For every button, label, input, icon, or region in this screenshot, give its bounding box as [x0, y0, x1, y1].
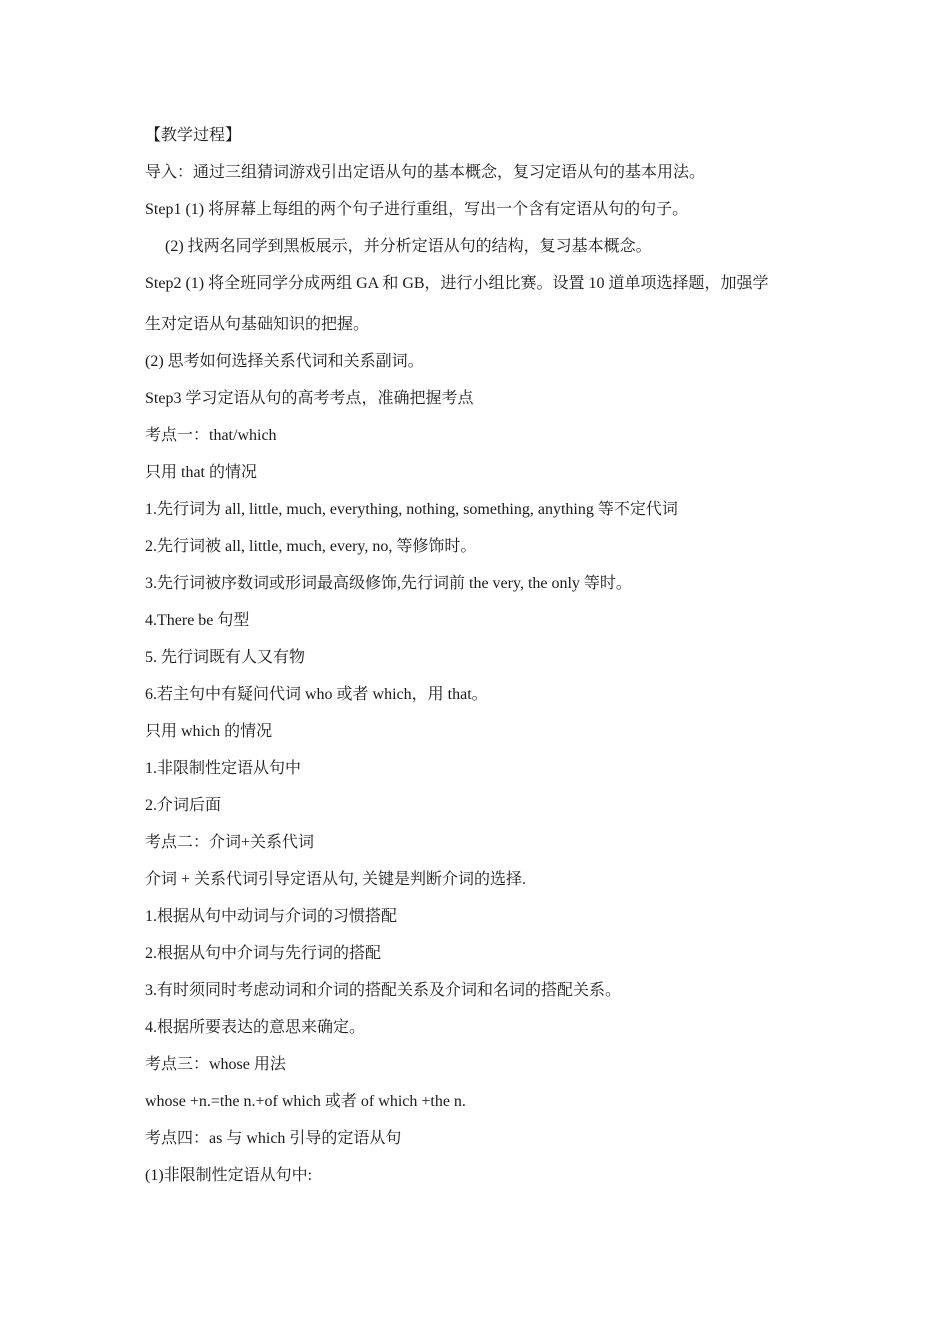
that-rule-5: 5. 先行词既有人又有物: [145, 649, 306, 666]
prep-rule-2: 2.根据从句中介词与先行词的搭配: [145, 945, 382, 962]
point-4-heading: 考点四：as 与 which 引导的定语从句: [145, 1130, 402, 1147]
point-4-sub-1: (1)非限制性定语从句中:: [145, 1167, 313, 1184]
paragraph-step3: Step3 学习定语从句的高考考点，准确把握考点: [145, 390, 474, 407]
that-rule-1: 1.先行词为 all, little, much, everything, nothing, something, anything 等不定代词: [145, 501, 678, 518]
prep-rule-3: 3.有时须同时考虑动词和介词的搭配关系及介词和名词的搭配关系。: [145, 982, 622, 999]
paragraph-step2-1: Step2 (1) 将全班同学分成两组 GA 和 GB，进行小组比赛。设置 10 道单项选择题，加强学: [145, 275, 769, 292]
prep-rule-1: 1.根据从句中动词与介词的习惯搭配: [145, 908, 398, 925]
point-1-heading: 考点一：that/which: [145, 427, 277, 444]
which-rule-2: 2.介词后面: [145, 797, 222, 814]
whose-formula: whose +n.=the n.+of which 或者 of which +the n.: [145, 1093, 466, 1110]
which-rule-1: 1.非限制性定语从句中: [145, 760, 302, 777]
that-rule-3: 3.先行词被序数词或形词最高级修饰,先行词前 the very, the only 等时。: [145, 575, 632, 592]
that-rule-6: 6.若主句中有疑问代词 who 或者 which，用 that。: [145, 686, 488, 703]
section-heading: 【教学过程】: [145, 127, 242, 144]
that-rule-4: 4.There be 句型: [145, 612, 250, 629]
prep-rule-4: 4.根据所要表达的意思来确定。: [145, 1019, 366, 1036]
point-3-heading: 考点三：whose 用法: [145, 1056, 286, 1073]
that-rule-2: 2.先行词被 all, little, much, every, no, 等修饰时。: [145, 538, 477, 555]
paragraph-intro: 导入：通过三组猜词游戏引出定语从句的基本概念，复习定语从句的基本用法。: [145, 164, 706, 181]
paragraph-step2-2: (2) 思考如何选择关系代词和关系副词。: [145, 353, 424, 370]
that-only-heading: 只用 that 的情况: [145, 464, 257, 481]
point-2-heading: 考点二：介词+关系代词: [145, 834, 315, 851]
paragraph-step1-1: Step1 (1) 将屏幕上每组的两个句子进行重组，写出一个含有定语从句的句子。: [145, 201, 689, 218]
paragraph-step1-2: (2) 找两名同学到黑板展示，并分析定语从句的结构，复习基本概念。: [165, 238, 652, 255]
which-only-heading: 只用 which 的情况: [145, 723, 273, 740]
document-body: [145, 122, 810, 1199]
point-2-intro: 介词 + 关系代词引导定语从句, 关键是判断介词的选择.: [145, 871, 527, 888]
paragraph-step2-1-cont: 生对定语从句基础知识的把握。: [145, 316, 370, 333]
